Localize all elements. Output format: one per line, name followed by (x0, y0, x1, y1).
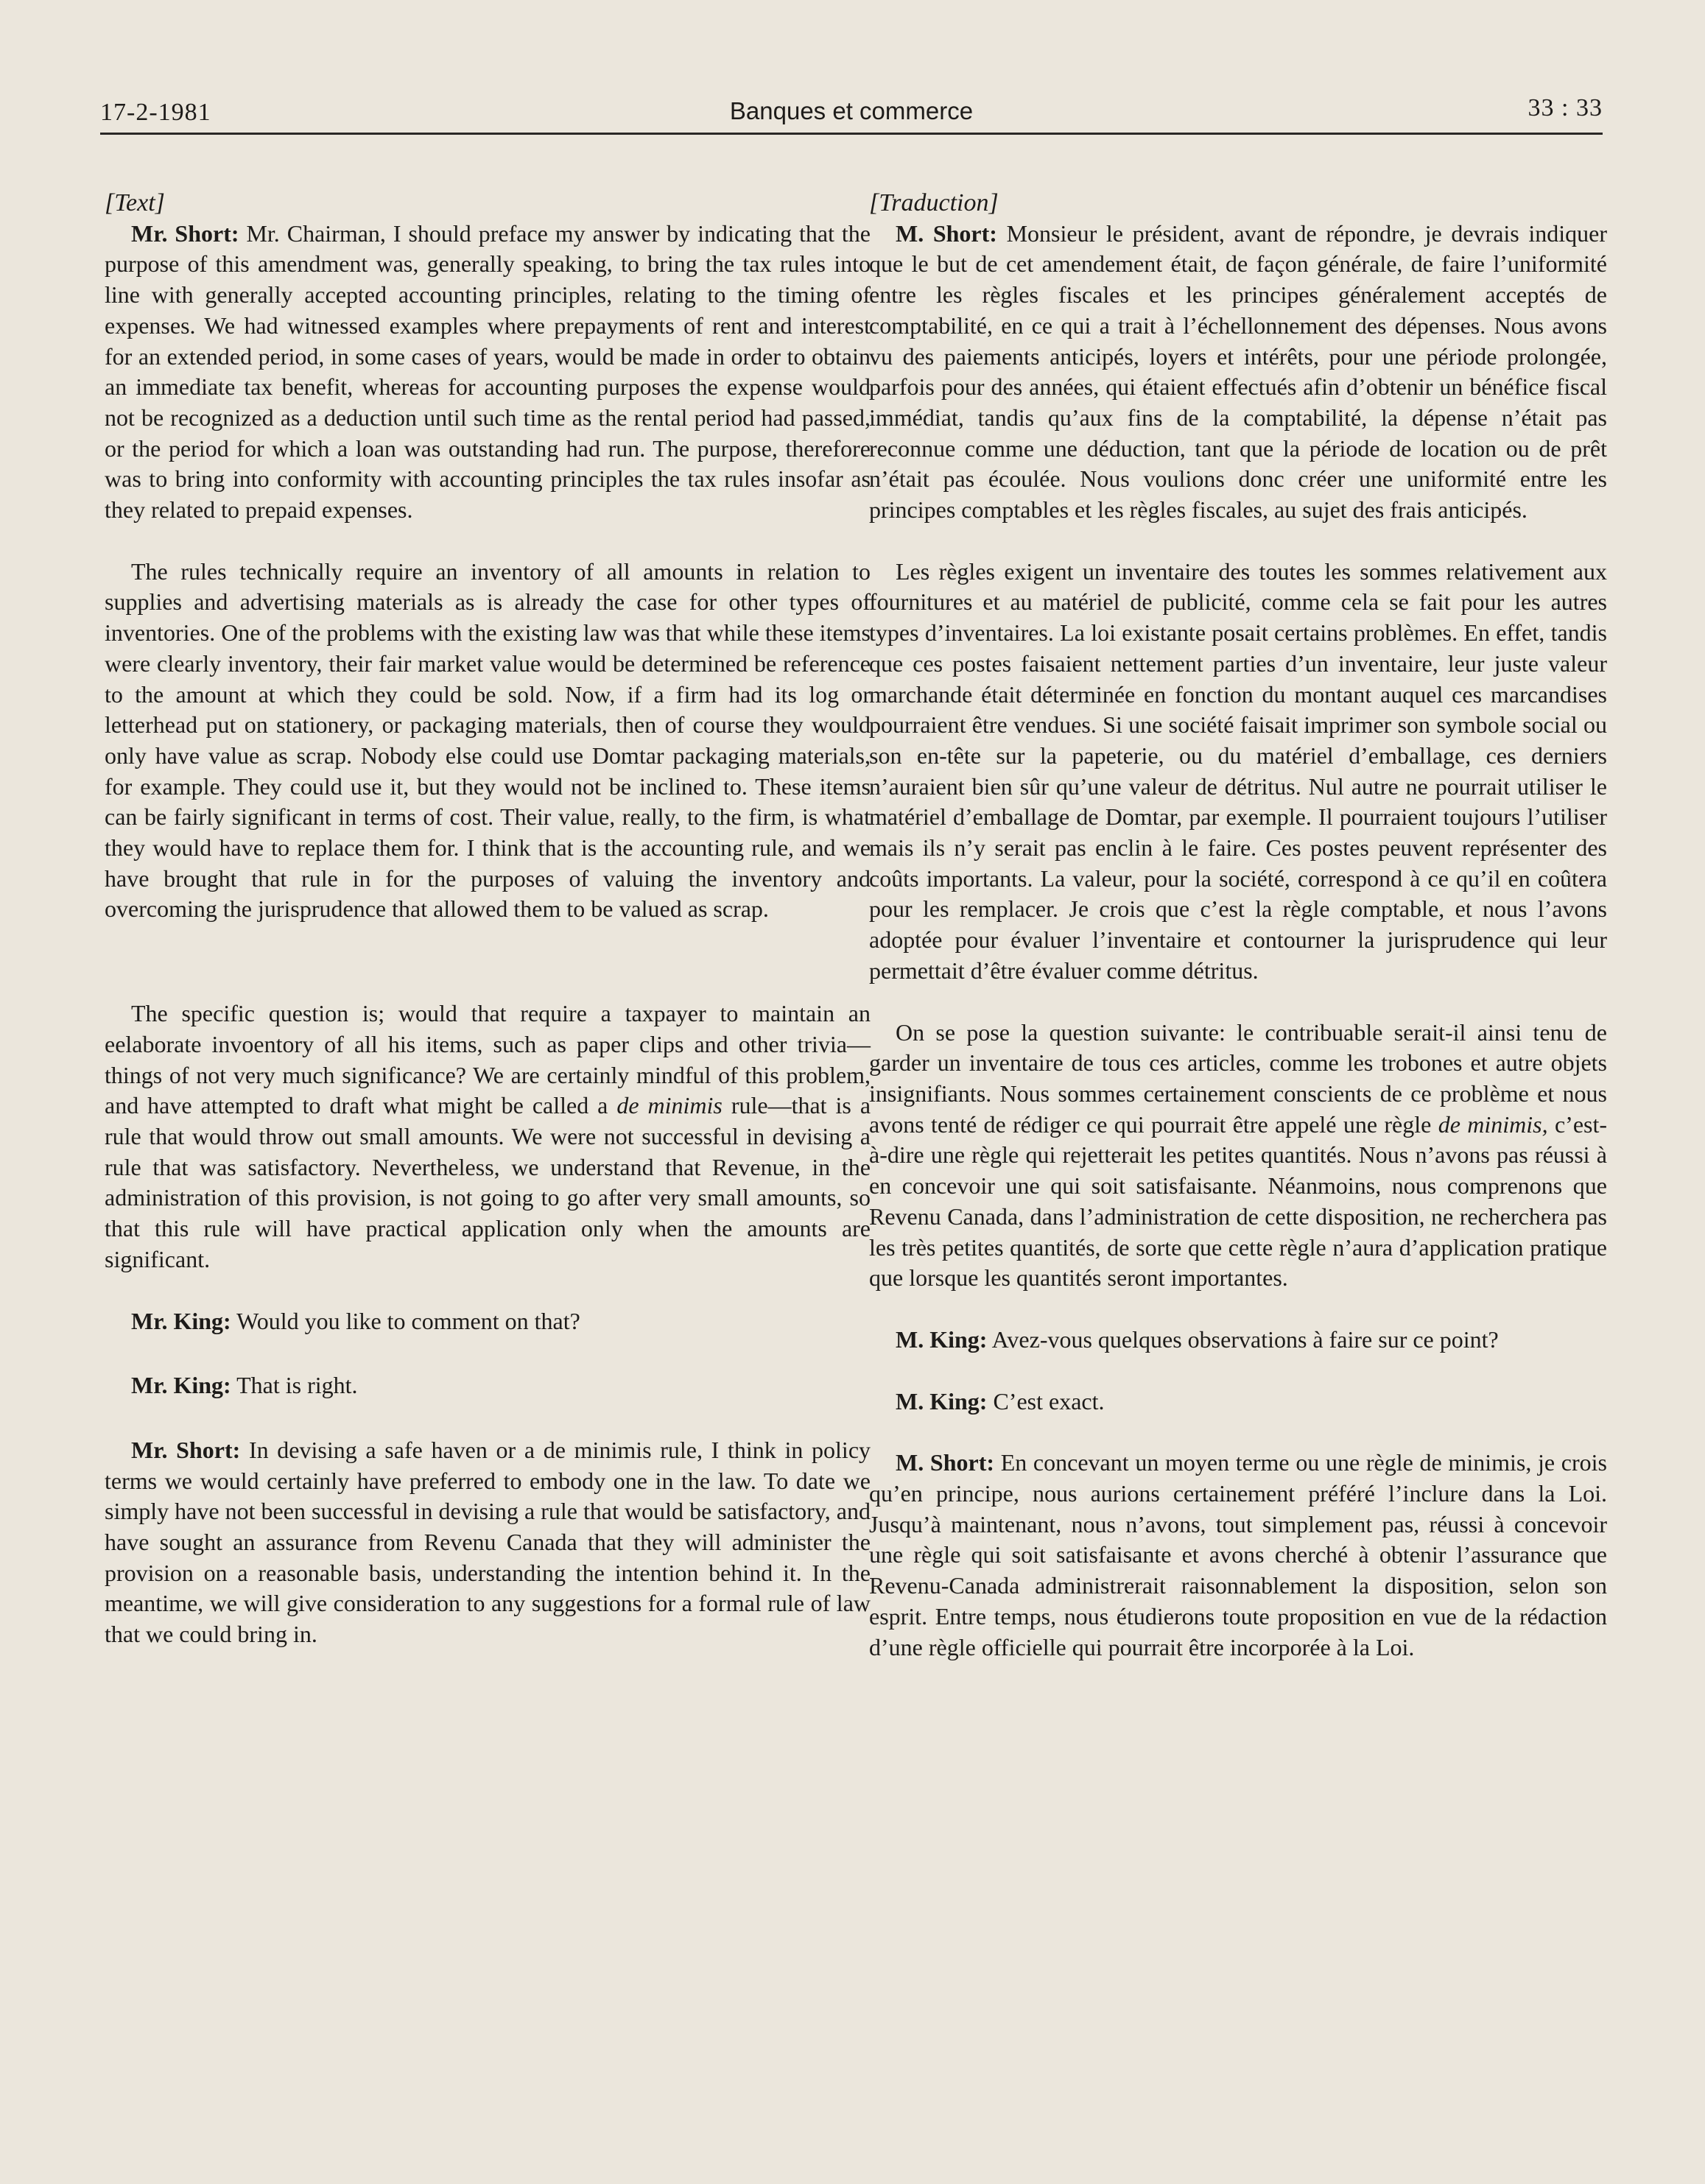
paragraph-text: The rules technically require an inventory of all amounts in relation to supplies and advertising materials as is already the case for other types of inventories. One of the problems with the existing law was that while these items were clearly inventory, their fair market value would be determined be reference to the amount at which they could be sold. Now, if a firm had its log or letterhead put on stationery, or packaging materials, then of course they would only have value as scrap. Nobody else could use Domtar packaging materials, for example. They could use it, but they would not be inclined to. These items can be fairly significant in terms of cost. Their value, really, to the firm, is what they would have to replace them for. I think that is the accounting rule, and we have brought that rule in for the purposes of valuing the inventory and overcoming the jurisprudence that allowed them to be valued as scrap. (105, 557, 871, 923)
header-page-number: 33 : 33 (1528, 94, 1603, 121)
paragraph-text: Mr. Chairman, I should preface my answer by indicating that the purpose of this amendment was, generally speaking, to bring the tax rules into line with generally accepted accounting principles, relating to the timing of expenses. We had witnessed examples where prepayments of rent and interest for an extended period, in some cases of years, would be made in order to obtain an immediate tax benefit, whereas for accounting purposes the expense would not be recognized as a deduction until such time as the rental period had passed, or the period for which a loan was outstanding had run. The purpose, therefore was to bring into conformity with accounting principles the tax rules insofar as they related to prepaid expenses. (105, 219, 871, 524)
paragraph-short-2 (105, 557, 871, 925)
speaker-label: M. King: (896, 1387, 988, 1415)
speaker-label: Mr. Short: (131, 219, 239, 247)
speaker-label: Mr. King: (131, 1307, 231, 1334)
paragraph-short-4-fr (869, 1448, 1607, 1663)
paragraph-short-4 (105, 1435, 871, 1650)
paragraph-short-3-fr (869, 1018, 1607, 1294)
paragraph-king-1-fr (869, 1325, 1607, 1356)
paragraph-short-2-fr (869, 557, 1607, 987)
paragraph-text: Les règles exigent un inventaire des toutes les sommes relativement aux fournitures et au matériel de publicité, comme cela se fait pour les autres types d’inventaires. La loi existante posait certains problèmes. En effet, tandis que ces postes faisaient nettement parties d’un inventaire, leur juste valeur marchande était déterminée en fonction du montant auquel ces marcandises pourraient être vendues. Si une société faisait imprimer son symbole social ou son en-tête sur la papeterie, ou du matériel d’emballage, ces derniers n’auraient bien sûr qu’une valeur de détritus. Nul autre ne pourrait utiliser le matériel d’emballage de Domtar, par exemple. Il pourraient toujours l’utiliser mais ils n’y serait pas enclin à le faire. Ces postes peuvent représenter des coûts importants. La valeur, pour la société, correspond à ce qu’il en coûtera pour les remplacer. Je crois que c’est la règle comptable, et nous l’avons adoptée pour évaluer l’inventaire et contourner la jurisprudence qui leur permettait d’être évaluer comme détritus. (869, 557, 1607, 984)
italic-term: de minimis (616, 1092, 723, 1119)
french-column (869, 188, 1607, 1663)
speaker-label: M. Short: (896, 1449, 994, 1476)
paragraph-text: In devising a safe haven or a de minimis rule, I think in policy terms we would certainly have preferred to embody one in the law. To date we simply have not been successful in devising a rule that would be satisfactory, and have sought an assurance from Revenu Canada that they will administer the provision on a reasonable basis, understanding the intention behind it. In the meantime, we will give consideration to any suggestions for a formal rule of law that we could bring in. (105, 1436, 871, 1648)
header-date: 17-2-1981 (100, 99, 211, 126)
speaker-label: Mr. Short: (131, 1436, 241, 1463)
paragraph-text: Would you like to comment on that? (236, 1307, 580, 1334)
paragraph-text: The specific question is; would that require a taxpayer to maintain an eelaborate invoentory of all his items, such as paper clips and other trivia—things of not very much significance? We are certainly mindful of this problem, and have attempted to draft what might be called a (105, 1000, 871, 1119)
paragraph-king-1 (105, 1306, 871, 1337)
paragraph-text: That is right. (236, 1372, 358, 1399)
traduction-marker: [Traduction] (869, 189, 999, 216)
paragraph-king-2-fr (869, 1387, 1607, 1417)
paragraph-short-3 (105, 998, 871, 1275)
text-marker: [Text] (105, 189, 165, 216)
speaker-label: Mr. King: (131, 1372, 231, 1399)
paragraph-text: c’est-à-dire une règle qui rejetterait les petites quantités. Nous n’avons pas réussi à en concevoir une qui soit satisfaisante. Néanmoins, nous comprenons que Revenu Canada, dans l’administration de cette disposition, ne recherchera pas les très petites quantités, de sorte que cette règle n’aura d’application pratique que lorsque les quantités seront importantes. (869, 1110, 1608, 1292)
paragraph-text: C’est exact. (993, 1387, 1105, 1415)
paragraph-text: On se pose la question suivante: le contribuable serait-il ainsi tenu de garder un inventaire de tous ces articles, comme les trobones et autre objets insignifiants. Nous sommes certainement conscients de ce problème et nous avons tenté de rédiger ce qui pourrait être appelé une règle (869, 1018, 1607, 1138)
paragraph-text: Monsieur le président, avant de répondre, je devrais indiquer que le but de cet amendement était, de façon générale, de faire l’uniformité entre les règles fiscales et les principes généralement acceptés de comptabilité, en ce qui a trait à l’échellonnement des dépenses. Nous avons vu des paiements anticipés, loyers et intérêts, pour une période prolongée, parfois pour des années, qui étaient effectués afin d’obtenir un bénéfice fiscal immédiat, tandis qu’aux fins de la comptabilité, la dépense n’était pas reconnue comme une déduction, tant que la période de location ou de prêt n’était pas écoulée. Nous voulions donc créer une uniformité entre les principes comptables et les règles fiscales, au sujet des frais anticipés. (869, 219, 1608, 524)
english-column (105, 188, 871, 1650)
paragraph-short-1-fr (869, 219, 1607, 526)
speaker-label: M. Short: (896, 219, 997, 247)
header-title: Banques et commerce (729, 97, 974, 124)
paragraph-short-1 (105, 219, 871, 526)
paragraph-text: En concevant un moyen terme ou une règle de minimis, je crois qu’en principe, nous aurions certainement préféré l’inclure dans la Loi. Jusqu’à maintenant, nous n’avons, tout simplement pas, réussi à concevoir une règle qui soit satisfaisante et avons cherché à obtenir l’assurance que Revenu-Canada administrerait raisonnablement la disposition, selon son esprit. Entre temps, nous étudierons toute proposition en vue de la rédaction d’une règle officielle qui pourrait être incorporée à la Loi. (869, 1449, 1607, 1660)
paragraph-text: Avez-vous quelques observations à faire sur ce point? (991, 1325, 1499, 1353)
paragraph-text: rule—that is a rule that would throw out small amounts. We were not successful in devising a rule that was satisfactory. Nevertheless, we understand that Revenue, in the administration of this provision, is not going to go after very small amounts, so that this rule will have practical application only when the amounts are significant. (105, 1092, 871, 1272)
speaker-label: M. King: (896, 1325, 988, 1353)
page-header (100, 88, 1603, 135)
italic-term: de minimis, (1438, 1110, 1548, 1138)
paragraph-king-2 (105, 1370, 871, 1401)
